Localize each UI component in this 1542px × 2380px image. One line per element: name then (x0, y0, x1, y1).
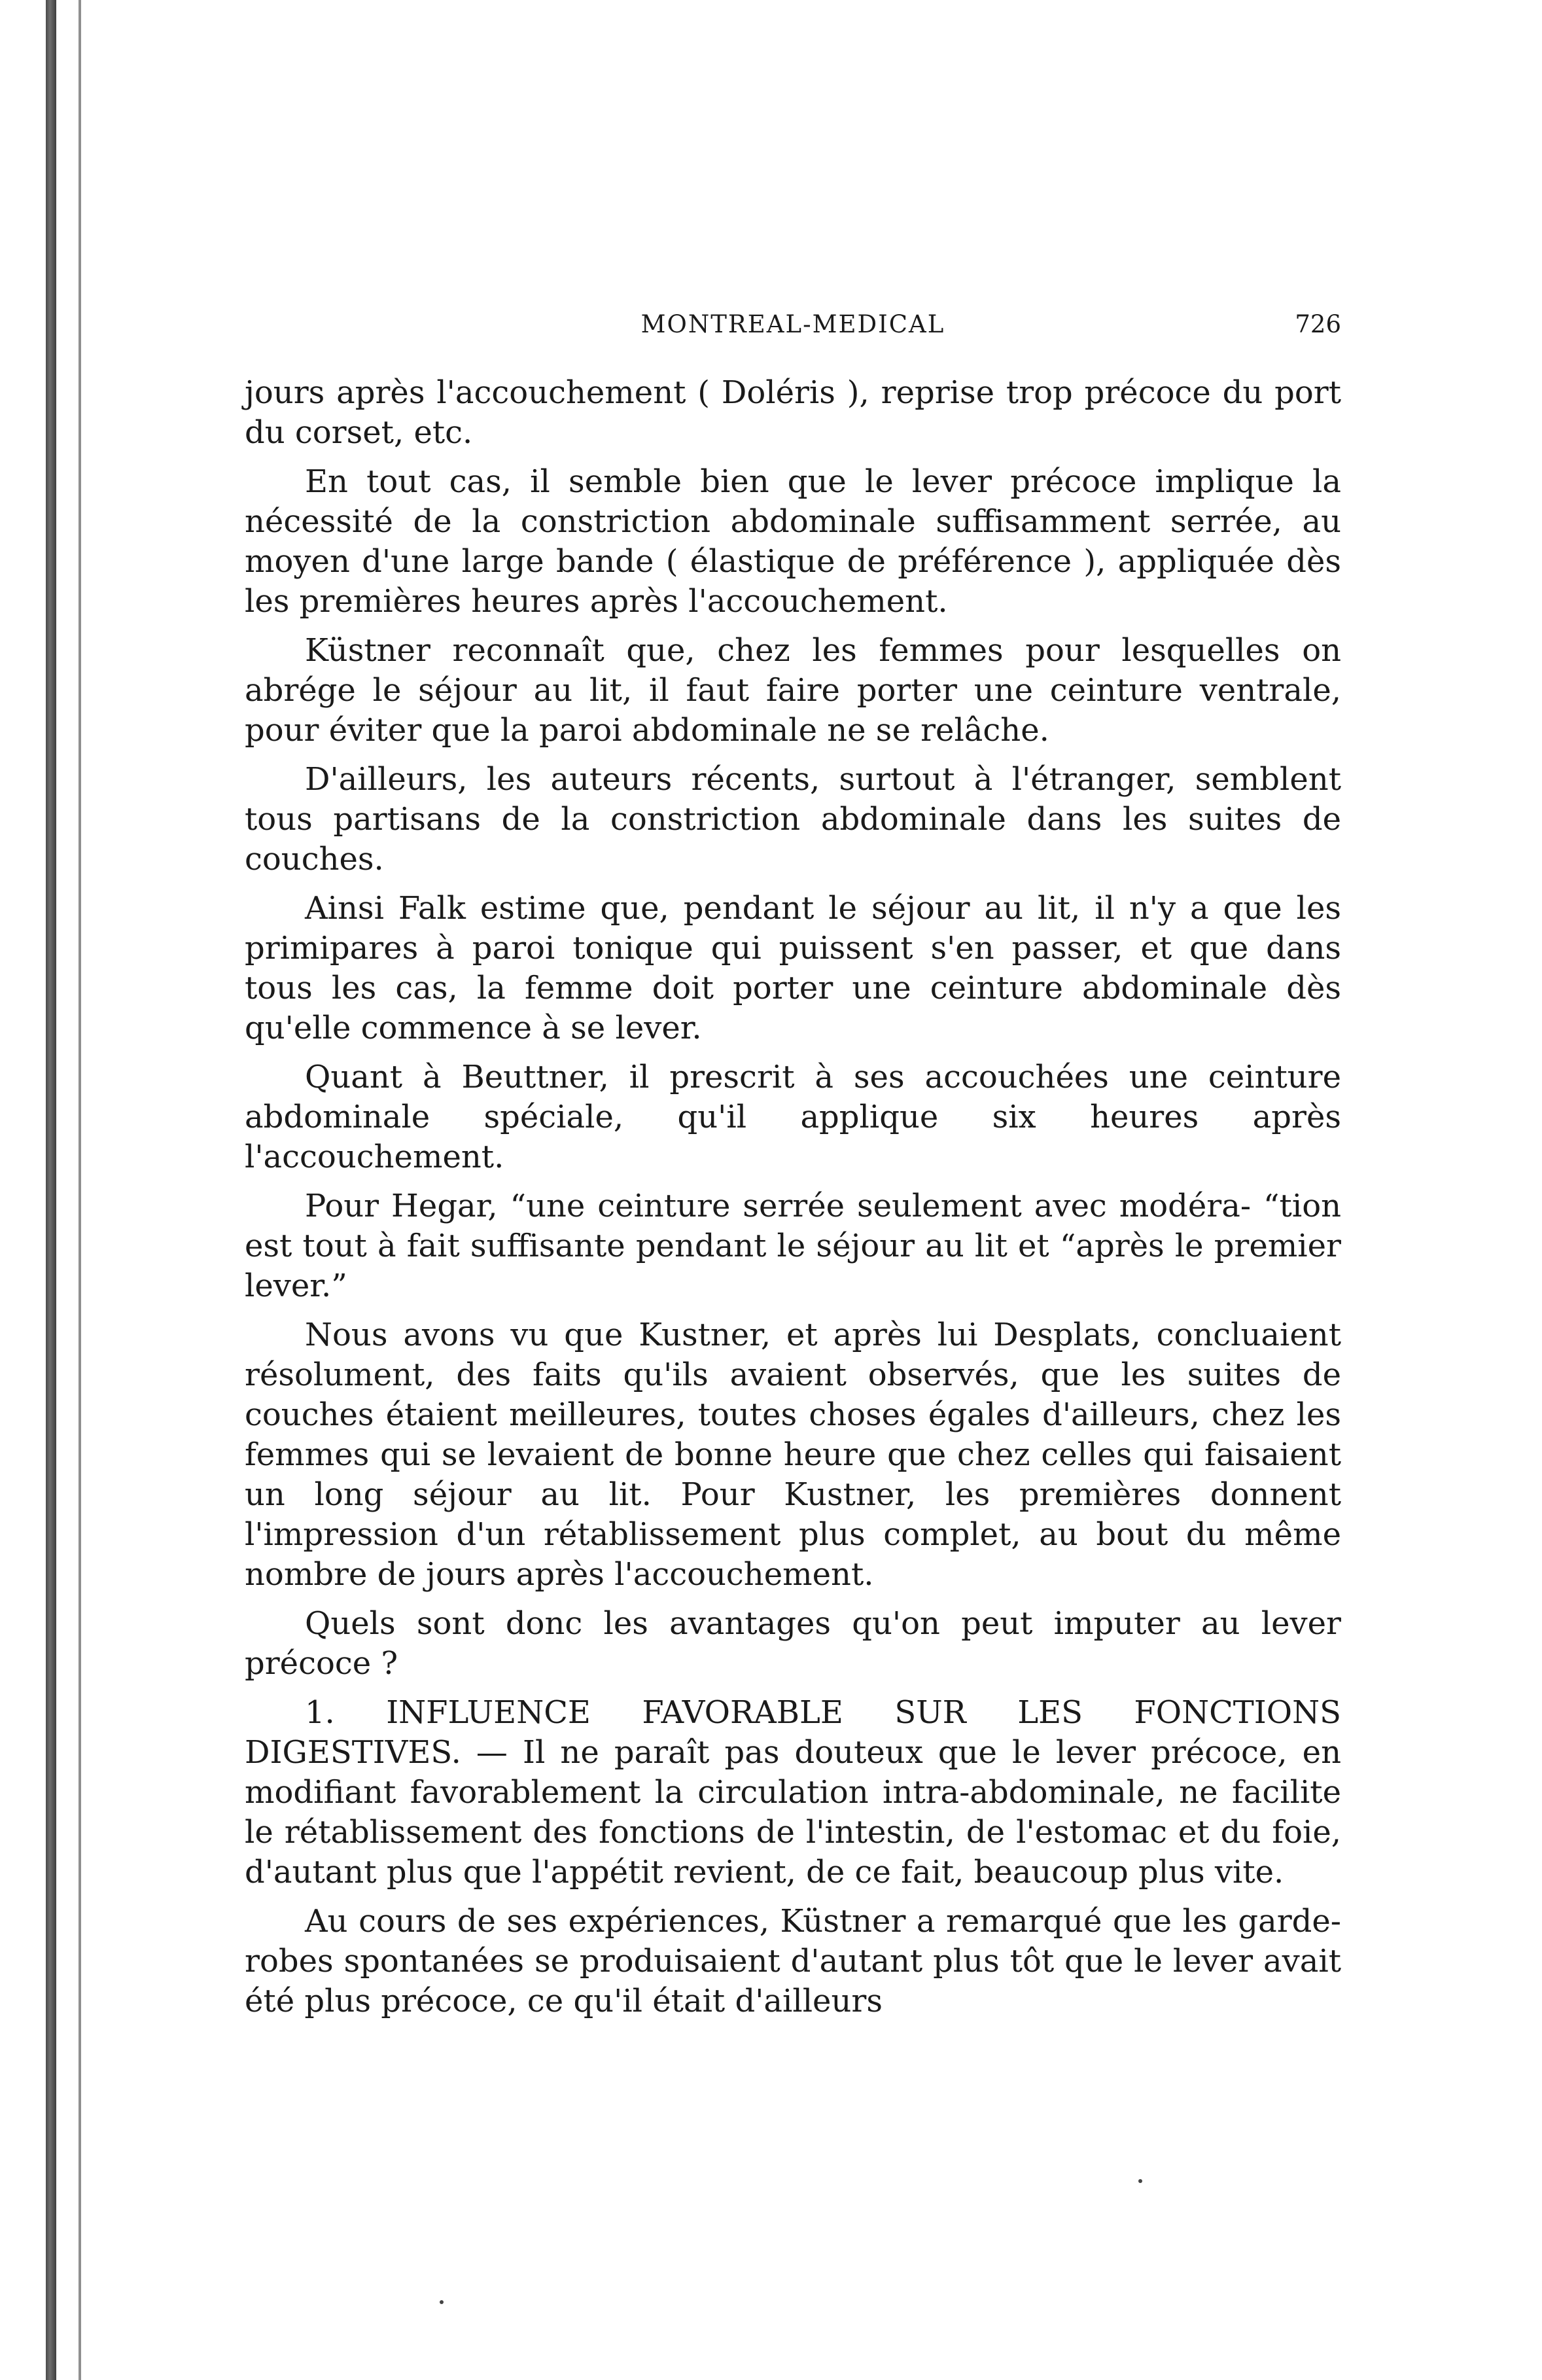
page-number: 726 (1295, 310, 1341, 338)
running-title: MONTREAL-MEDICAL (640, 310, 945, 338)
paragraph-6: Quant à Beuttner, il prescrit à ses accouchées une ceinture abdominale spéciale, qu'il applique six heures après l'accouchement. (245, 1059, 1341, 1175)
paragraph-11: Au cours de ses expériences, Küstner a remarqué que les garde-robes spontanées se produisaient d'autant plus tôt que le lever avait été plus précoce, ce qu'il était d'ailleurs (245, 1903, 1341, 2019)
paragraph-8: Nous avons vu que Kustner, et après lui Desplats, concluaient résolument, des faits qu'ils avaient observés, que les suites de couches étaient meilleures, toutes choses égales d'ailleurs, chez les femmes qui se levaient de bonne heure que chez celles qui faisaient un long séjour au lit. Pour Kustner, les premières donnent l'impression d'un rétablissement plus complet, au bout du même nombre de jours après l'accouchement. (245, 1317, 1341, 1593)
paragraph-2: En tout cas, il semble bien que le lever précoce implique la nécessité de la constriction abdominale suffisamment serrée, au moyen d'une large bande ( élastique de préférence ), appliquée dès les premières heures après l'accouchement. (245, 463, 1341, 620)
page-header (245, 310, 1341, 349)
paragraph-4: D'ailleurs, les auteurs récents, surtout à l'étranger, semblent tous partisans de la constriction abdominale dans les suites de couches. (245, 761, 1341, 878)
page-binding-line (79, 0, 81, 2380)
body-text (245, 373, 1341, 2031)
paragraph-7: Pour Hegar, “une ceinture serrée seulement avec modéra- “tion est tout à fait suffisante pendant le séjour au lit et “après le premier lever.” (245, 1188, 1341, 1304)
section-heading-paragraph: 1. INFLUENCE FAVORABLE SUR LES FONCTIONS DIGESTIVES. — Il ne paraît pas douteux que le lever précoce, en modifiant favorablement la circulation intra-abdominale, ne facilite le rétablissement des fonctions de l'intestin, de l'estomac et du foie, d'autant plus que l'appétit revient, de ce fait, beaucoup plus vite. (245, 1694, 1341, 1891)
paragraph-5: Ainsi Falk estime que, pendant le séjour au lit, il n'y a que les primipares à paroi tonique qui puissent s'en passer, et que dans tous les cas, la femme doit porter une ceinture abdominale dès qu'elle commence à se lever. (245, 890, 1341, 1046)
paragraph-3: Küstner reconnaît que, chez les femmes pour lesquelles on abrége le séjour au lit, il faut faire porter une ceinture ventrale, pour éviter que la paroi abdominale ne se relâche. (245, 632, 1341, 749)
stray-mark (1138, 2179, 1142, 2183)
paragraph-1: jours après l'accouchement ( Doléris ), reprise trop précoce du port du corset, etc. (245, 374, 1341, 451)
page-binding-edge (46, 0, 56, 2380)
stray-mark (440, 2300, 444, 2304)
paragraph-9: Quels sont donc les avantages qu'on peut imputer au lever précoce ? (245, 1605, 1341, 1682)
